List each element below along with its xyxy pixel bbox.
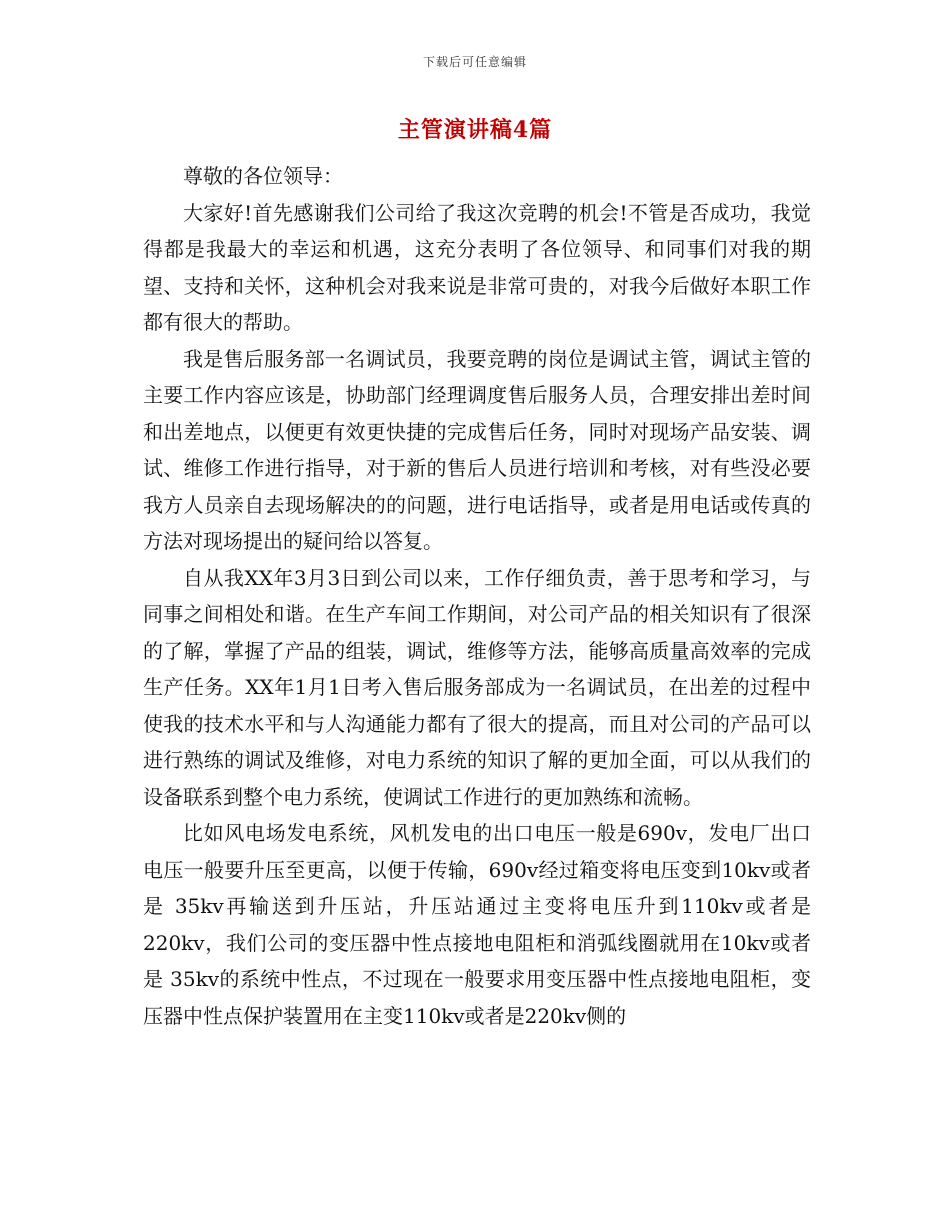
- paragraph-role: 我是售后服务部一名调试员，我要竞聘的岗位是调试主管，调试主管的主要工作内容应该是，协助部门经理调度售后服务人员，合理安排出差时间和出差地点，以便更有效更快捷的完成售后任务，同时对现场产品安装、调试、维修工作进行指导，对于新的售后人员进行培训和考核，对有些没必要我方人员亲自去现场解决的的问题，进行电话指导，或者是用电话或传真的方法对现场提出的疑问给以答复。: [143, 346, 811, 553]
- page-header-note: 下载后可任意编辑: [422, 55, 527, 69]
- paragraph-example: 比如风电场发电系统，风机发电的出口电压一般是690v，发电厂出口电压一般要升压至更高，以便于传输，690v经过箱变将电压变到10kv或者是 35kv再输送到升压站，升压站通过主变将电压升到110kv或者是220kv，我们公司的变压器中性点接地电阻柜和消弧线圈就用在10kv或者是 35kv的系统中性点，不过现在一般要求用变压器中性点接地电阻柜，变压器中性点保护装置用在主变110kv或者是220kv侧的: [143, 821, 811, 1028]
- salutation: 尊敬的各位领导：: [183, 164, 343, 188]
- document-body: [143, 158, 811, 1034]
- paragraph-experience: 自从我XX年3月3日到公司以来，工作仔细负责，善于思考和学习，与同事之间相处和谐。在生产车间工作期间，对公司产品的相关知识有了很深的了解，掌握了产品的组装，调试，维修等方法，能够高质量高效率的完成生产任务。XX年1月1日考入售后服务部成为一名调试员，在出差的过程中使我的技术水平和与人沟通能力都有了很大的提高，而且对公司的产品可以进行熟练的调试及维修，对电力系统的知识了解的更加全面，可以从我们的设备联系到整个电力系统，使调试工作进行的更加熟练和流畅。: [143, 565, 811, 809]
- paragraph-greeting: 大家好!首先感谢我们公司给了我这次竞聘的机会!不管是否成功，我觉得都是我最大的幸运和机遇，这充分表明了各位领导、和同事们对我的期望、支持和关怀，这种机会对我来说是非常可贵的，对我今后做好本职工作都有很大的帮助。: [143, 200, 811, 334]
- document-title: 主管演讲稿4篇: [397, 117, 553, 143]
